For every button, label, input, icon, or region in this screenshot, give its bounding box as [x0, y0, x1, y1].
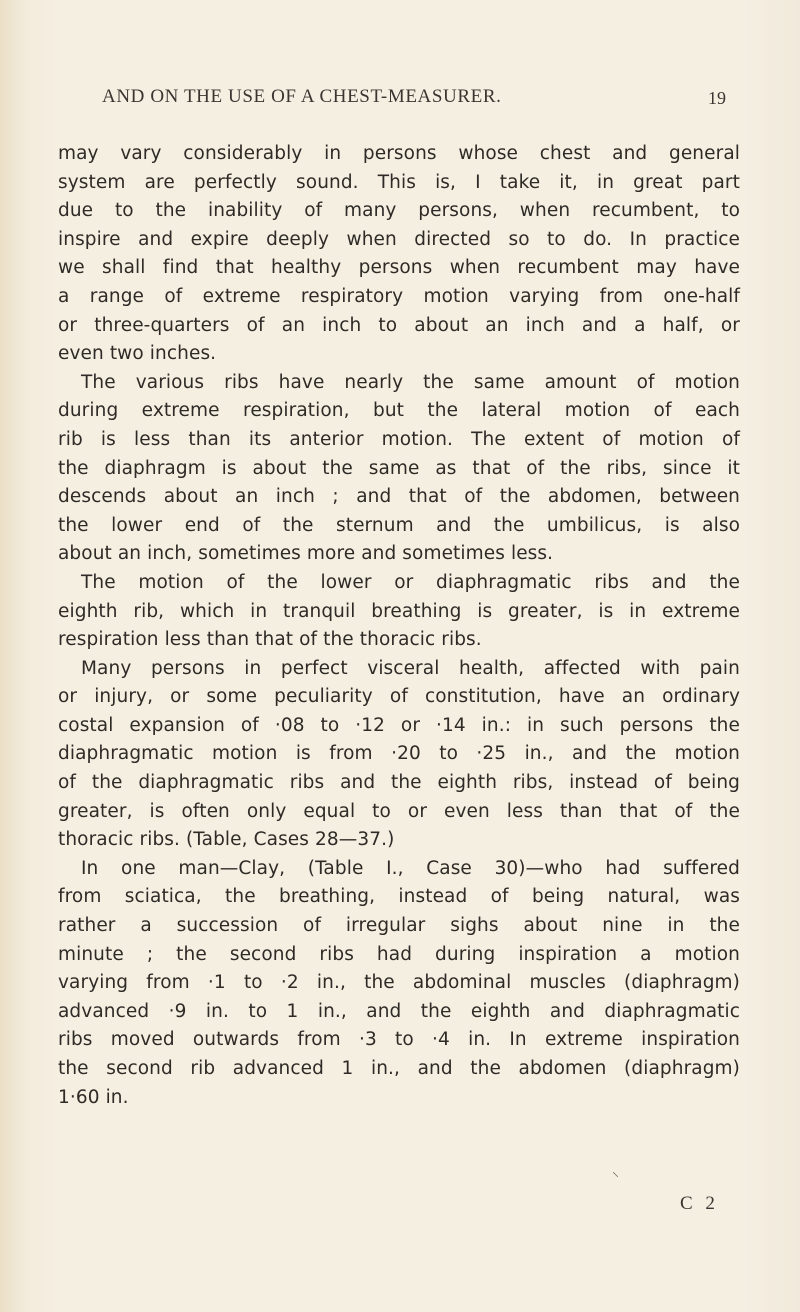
text-line: thoracic ribs. (Table, Cases 28—37.) — [58, 829, 395, 851]
text-line: from sciatica, the breathing, instead of being natural, was — [58, 886, 740, 908]
text-line: ribs moved outwards from ·3 to ·4 in. In extreme inspiration — [58, 1029, 740, 1051]
text-line: the diaphragm is about the same as that of the ribs, since it — [58, 457, 740, 479]
text-line: Many persons in perfect visceral health, affected with pain — [81, 657, 740, 679]
text-line: eighth rib, which in tranquil breathing is greater, is in extreme — [58, 600, 740, 622]
text-line: during extreme respiration, but the lateral motion of each — [58, 400, 740, 422]
text-line: varying from ·1 to ·2 in., the abdominal muscles (diaphragm) — [58, 972, 740, 994]
page-number: 19 — [708, 88, 726, 108]
body-text — [58, 140, 740, 1112]
text-line: descends about an inch ; and that of the abdomen, between — [58, 486, 740, 508]
text-line: due to the inability of many persons, when recumbent, to — [58, 200, 740, 222]
text-line: or three-quarters of an inch to about an inch and a half, or — [58, 314, 740, 336]
text-line: diaphragmatic motion is from ·20 to ·25 in., and the motion — [58, 743, 740, 765]
text-line: inspire and expire deeply when directed so to do. In practice — [58, 228, 740, 250]
text-line: The various ribs have nearly the same amount of motion — [81, 371, 740, 393]
ink-mark: ⸜ — [612, 1164, 619, 1180]
text-line: costal expansion of ·08 to ·12 or ·14 in.: in such persons the — [58, 714, 740, 736]
text-line: 1·60 in. — [58, 1086, 129, 1108]
text-line: In one man—Clay, (Table I., Case 30)—who had suffered — [81, 857, 740, 879]
text-line: rib is less than its anterior motion. The extent of motion of — [58, 428, 740, 450]
text-line: or injury, or some peculiarity of constitution, have an ordinary — [58, 686, 740, 708]
text-line: advanced ·9 in. to 1 in., and the eighth and diaphragmatic — [58, 1000, 740, 1022]
text-line: of the diaphragmatic ribs and the eighth ribs, instead of being — [58, 772, 740, 794]
running-title: AND ON THE USE OF A CHEST-MEASURER. — [102, 86, 502, 107]
text-line: we shall find that healthy persons when recumbent may have — [58, 257, 740, 279]
text-line: the lower end of the sternum and the umbilicus, is also — [58, 514, 740, 536]
text-line: The motion of the lower or diaphragmatic ribs and the — [81, 571, 740, 593]
text-line: may vary considerably in persons whose chest and general — [58, 143, 740, 164]
text-line: about an inch, sometimes more and sometimes less. — [58, 543, 554, 565]
text-line: system are perfectly sound. This is, I take it, in great part — [58, 171, 740, 193]
running-head — [0, 86, 800, 116]
text-line: the second rib advanced 1 in., and the abdomen (diaphragm) — [58, 1058, 740, 1079]
text-line: minute ; the second ribs had during inspiration a motion — [58, 943, 740, 965]
signature-mark: C 2 — [680, 1193, 719, 1214]
text-line: rather a succession of irregular sighs about nine in the — [58, 915, 740, 937]
text-line: even two inches. — [58, 343, 217, 365]
text-line: respiration less than that of the thoracic ribs. — [58, 629, 482, 651]
text-line: a range of extreme respiratory motion varying from one-half — [58, 285, 740, 307]
text-line: greater, is often only equal to or even less than that of the — [58, 800, 740, 822]
